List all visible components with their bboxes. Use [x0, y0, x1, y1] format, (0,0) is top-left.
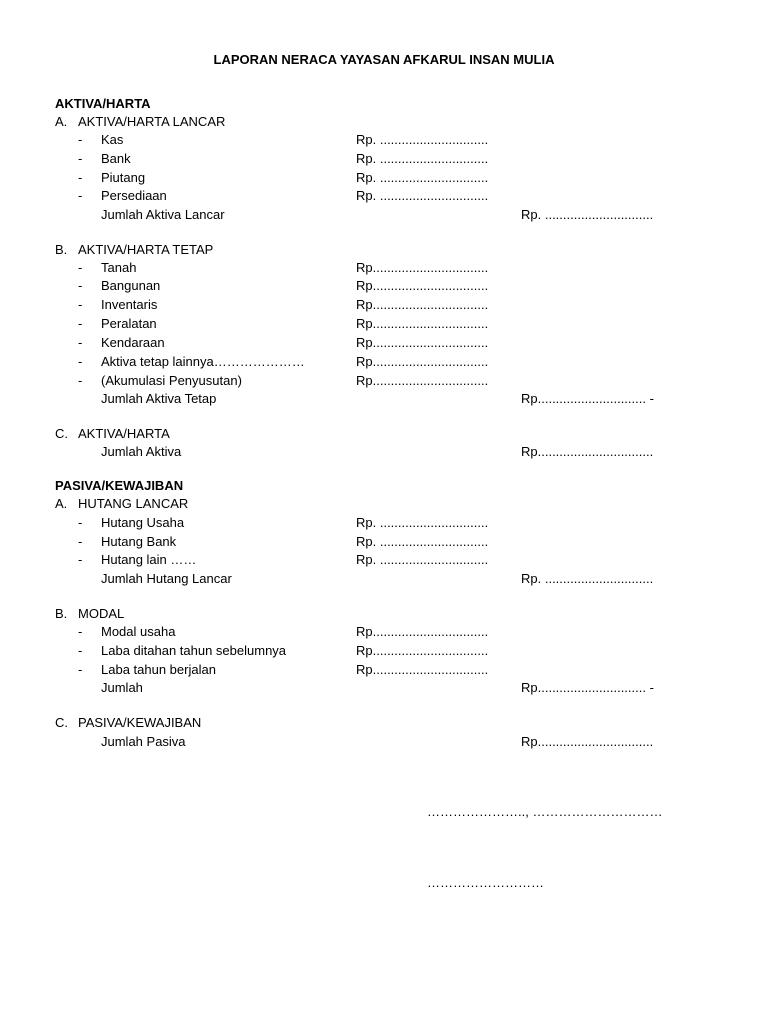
- list-item: [0, 642, 768, 660]
- signature-place-date: ………………….., …………………………: [427, 804, 663, 819]
- total-amount: Rp. ..............................: [521, 571, 654, 586]
- item-amount: Rp................................: [356, 643, 489, 658]
- list-item: [0, 277, 768, 295]
- item-name: Piutang: [101, 170, 146, 185]
- total-amount: Rp. ..............................: [521, 207, 654, 222]
- list-item: [0, 315, 768, 333]
- item-name: Kas: [101, 132, 124, 147]
- total-row: [0, 733, 768, 751]
- list-item: [0, 514, 768, 532]
- section-letter: C.: [55, 715, 68, 730]
- item-dash: -: [78, 278, 83, 293]
- item-name: Kendaraan: [101, 335, 165, 350]
- total-label: Jumlah Aktiva Tetap: [101, 391, 217, 406]
- item-name: Hutang lain ……: [101, 552, 197, 567]
- list-item: [0, 623, 768, 641]
- item-name: Laba tahun berjalan: [101, 662, 216, 677]
- section-letter: C.: [55, 426, 68, 441]
- item-name: Persediaan: [101, 188, 167, 203]
- list-item: [0, 296, 768, 314]
- section-label: MODAL: [78, 606, 125, 621]
- item-amount: Rp................................: [356, 260, 489, 275]
- total-row: [0, 679, 768, 697]
- section-label: AKTIVA/HARTA TETAP: [78, 242, 214, 257]
- section-pasiva-total: [0, 714, 768, 732]
- section-label: PASIVA/KEWAJIBAN: [78, 715, 202, 730]
- item-amount: Rp. ..............................: [356, 188, 489, 203]
- section-letter: B.: [55, 242, 68, 257]
- item-name: Tanah: [101, 260, 137, 275]
- item-dash: -: [78, 354, 83, 369]
- total-amount: Rp.............................. -: [521, 680, 654, 695]
- item-amount: Rp. ..............................: [356, 534, 489, 549]
- list-item: [0, 169, 768, 187]
- aktiva-heading: [0, 95, 768, 113]
- total-row: [0, 443, 768, 461]
- item-dash: -: [78, 260, 83, 275]
- total-label: Jumlah Hutang Lancar: [101, 571, 232, 586]
- item-amount: Rp. ..............................: [356, 552, 489, 567]
- section-letter: B.: [55, 606, 68, 621]
- item-dash: -: [78, 151, 83, 166]
- total-amount: Rp................................: [521, 734, 654, 749]
- item-amount: Rp................................: [356, 373, 489, 388]
- list-item: [0, 150, 768, 168]
- section-letter: A.: [55, 496, 68, 511]
- total-label: Jumlah Aktiva Lancar: [101, 207, 225, 222]
- item-amount: Rp. ..............................: [356, 170, 489, 185]
- section-label: AKTIVA/HARTA: [78, 426, 170, 441]
- list-item: [0, 131, 768, 149]
- section-aktiva-tetap: [0, 241, 768, 259]
- item-dash: -: [78, 515, 83, 530]
- total-row: [0, 390, 768, 408]
- item-dash: -: [78, 316, 83, 331]
- list-item: [0, 372, 768, 390]
- item-amount: Rp. ..............................: [356, 151, 489, 166]
- section-label: HUTANG LANCAR: [78, 496, 189, 511]
- item-dash: -: [78, 552, 83, 567]
- aktiva-heading-text: AKTIVA/HARTA: [55, 96, 151, 111]
- item-dash: -: [78, 373, 83, 388]
- item-amount: Rp................................: [356, 316, 489, 331]
- item-dash: -: [78, 534, 83, 549]
- list-item: [0, 353, 768, 371]
- item-amount: Rp................................: [356, 662, 489, 677]
- item-name: Bangunan: [101, 278, 161, 293]
- list-item: [0, 661, 768, 679]
- item-name: Hutang Usaha: [101, 515, 185, 530]
- item-name: Peralatan: [101, 316, 157, 331]
- item-dash: -: [78, 335, 83, 350]
- section-aktiva-lancar: [0, 113, 768, 131]
- list-item: [0, 187, 768, 205]
- total-amount: Rp................................: [521, 444, 654, 459]
- total-row: [0, 206, 768, 224]
- item-dash: -: [78, 297, 83, 312]
- item-dash: -: [78, 643, 83, 658]
- section-letter: A.: [55, 114, 68, 129]
- section-aktiva-total: [0, 425, 768, 443]
- total-label: Jumlah: [101, 680, 143, 695]
- item-amount: Rp................................: [356, 354, 489, 369]
- item-name: Inventaris: [101, 297, 158, 312]
- list-item: [0, 259, 768, 277]
- item-dash: -: [78, 132, 83, 147]
- item-dash: -: [78, 188, 83, 203]
- item-dash: -: [78, 170, 83, 185]
- list-item: [0, 334, 768, 352]
- total-amount: Rp.............................. -: [521, 391, 654, 406]
- item-name: Laba ditahan tahun sebelumnya: [101, 643, 287, 658]
- section-modal: [0, 605, 768, 623]
- pasiva-heading-text: PASIVA/KEWAJIBAN: [55, 478, 184, 493]
- document-title: LAPORAN NERACA YAYASAN AFKARUL INSAN MULIA: [213, 52, 555, 67]
- item-name: (Akumulasi Penyusutan): [101, 373, 242, 388]
- signature-name: ………………………: [427, 875, 544, 890]
- item-name: Bank: [101, 151, 131, 166]
- total-label: Jumlah Pasiva: [101, 734, 186, 749]
- pasiva-heading: [0, 477, 768, 495]
- item-amount: Rp. ..............................: [356, 132, 489, 147]
- item-dash: -: [78, 624, 83, 639]
- item-amount: Rp................................: [356, 297, 489, 312]
- item-amount: Rp................................: [356, 335, 489, 350]
- item-amount: Rp. ..............................: [356, 515, 489, 530]
- total-row: [0, 570, 768, 588]
- total-label: Jumlah Aktiva: [101, 444, 182, 459]
- item-dash: -: [78, 662, 83, 677]
- item-name: Aktiva tetap lainnya…………………: [101, 354, 305, 369]
- item-amount: Rp................................: [356, 278, 489, 293]
- item-name: Hutang Bank: [101, 534, 177, 549]
- list-item: [0, 551, 768, 569]
- section-hutang-lancar: [0, 495, 768, 513]
- section-label: AKTIVA/HARTA LANCAR: [78, 114, 226, 129]
- item-name: Modal usaha: [101, 624, 176, 639]
- list-item: [0, 533, 768, 551]
- item-amount: Rp................................: [356, 624, 489, 639]
